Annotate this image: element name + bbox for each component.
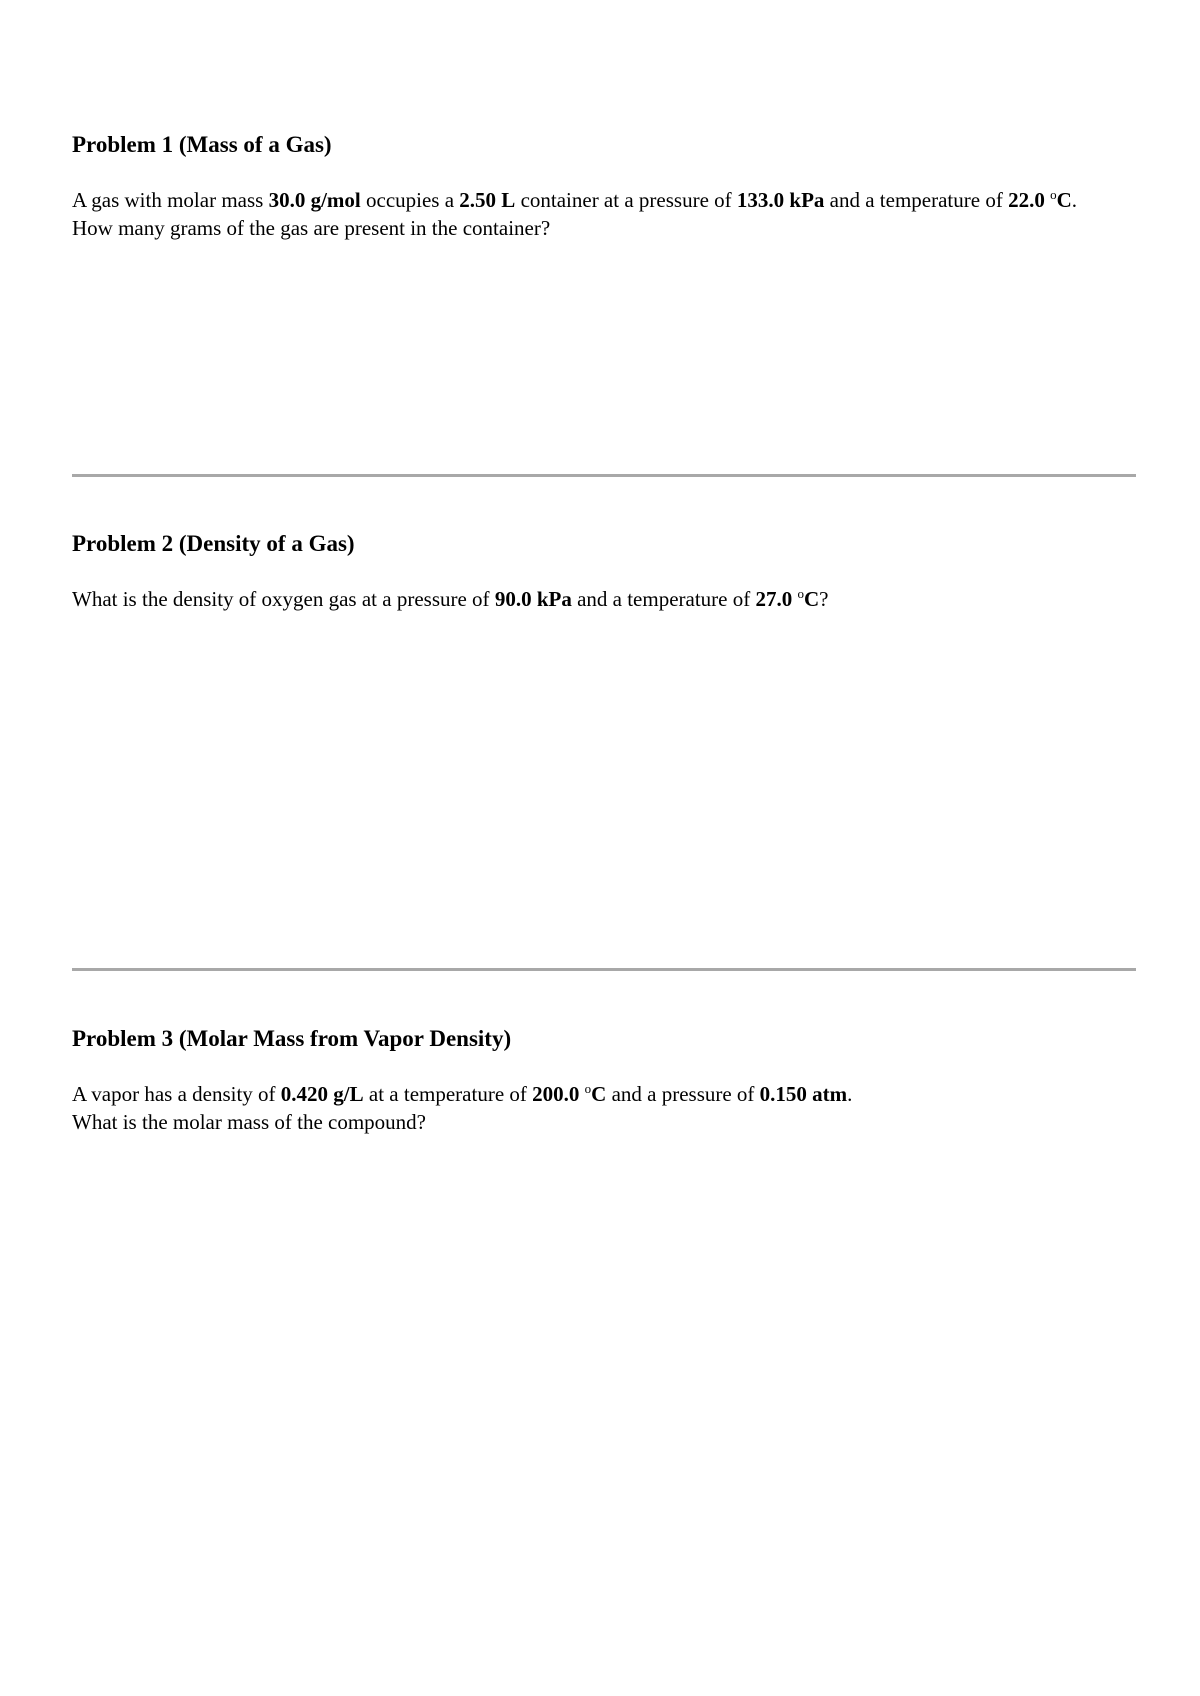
- given-value: 0.150 atm: [759, 1082, 848, 1106]
- given-value: 30.0 g/mol: [268, 188, 361, 212]
- given-value: 200.0: [532, 1082, 585, 1106]
- given-value: 2.50 L: [459, 188, 516, 212]
- problem-3-text: [72, 1080, 1142, 1136]
- degree-symbol: o: [584, 1081, 592, 1096]
- text-run: A gas with molar mass: [72, 188, 269, 212]
- given-value: 90.0 kPa: [494, 587, 572, 611]
- problem-3-title: Problem 3 (Molar Mass from Vapor Density): [72, 1026, 512, 1051]
- section-divider-1: [72, 474, 1136, 477]
- problem-2: [72, 529, 1142, 613]
- problem-3: [72, 1024, 1142, 1136]
- given-value: 22.0: [1008, 188, 1051, 212]
- text-run: A vapor has a density of: [72, 1082, 281, 1106]
- problem-2-title: Problem 2 (Density of a Gas): [72, 531, 355, 556]
- given-value: 0.420 g/L: [280, 1082, 364, 1106]
- given-value: C: [591, 1082, 607, 1106]
- text-run: What is the density of oxygen gas at a pressure of: [72, 587, 495, 611]
- text-run: .: [1071, 188, 1077, 212]
- text-run: container at a pressure of: [515, 188, 737, 212]
- problem-1-title: Problem 1 (Mass of a Gas): [72, 132, 332, 157]
- degree-symbol: o: [797, 586, 804, 601]
- text-run: and a temperature of: [824, 188, 1009, 212]
- given-value: C: [804, 587, 820, 611]
- section-divider-2: [72, 968, 1136, 971]
- problem-2-text: [72, 585, 1142, 613]
- text-run: .: [847, 1082, 853, 1106]
- problem-1: [72, 130, 1142, 242]
- given-value: 133.0 kPa: [736, 188, 825, 212]
- text-run: ?: [819, 587, 829, 611]
- problem-1-text: [72, 186, 1142, 242]
- text-run: occupies a: [360, 188, 460, 212]
- given-value: 27.0: [755, 587, 798, 611]
- degree-symbol: o: [1050, 187, 1057, 202]
- text-run: and a temperature of: [571, 587, 756, 611]
- text-run: at a temperature of: [363, 1082, 533, 1106]
- text-run: How many grams of the gas are present in the container?: [72, 216, 551, 240]
- text-run: What is the molar mass of the compound?: [72, 1110, 426, 1134]
- given-value: C: [1056, 188, 1072, 212]
- text-run: and a pressure of: [606, 1082, 760, 1106]
